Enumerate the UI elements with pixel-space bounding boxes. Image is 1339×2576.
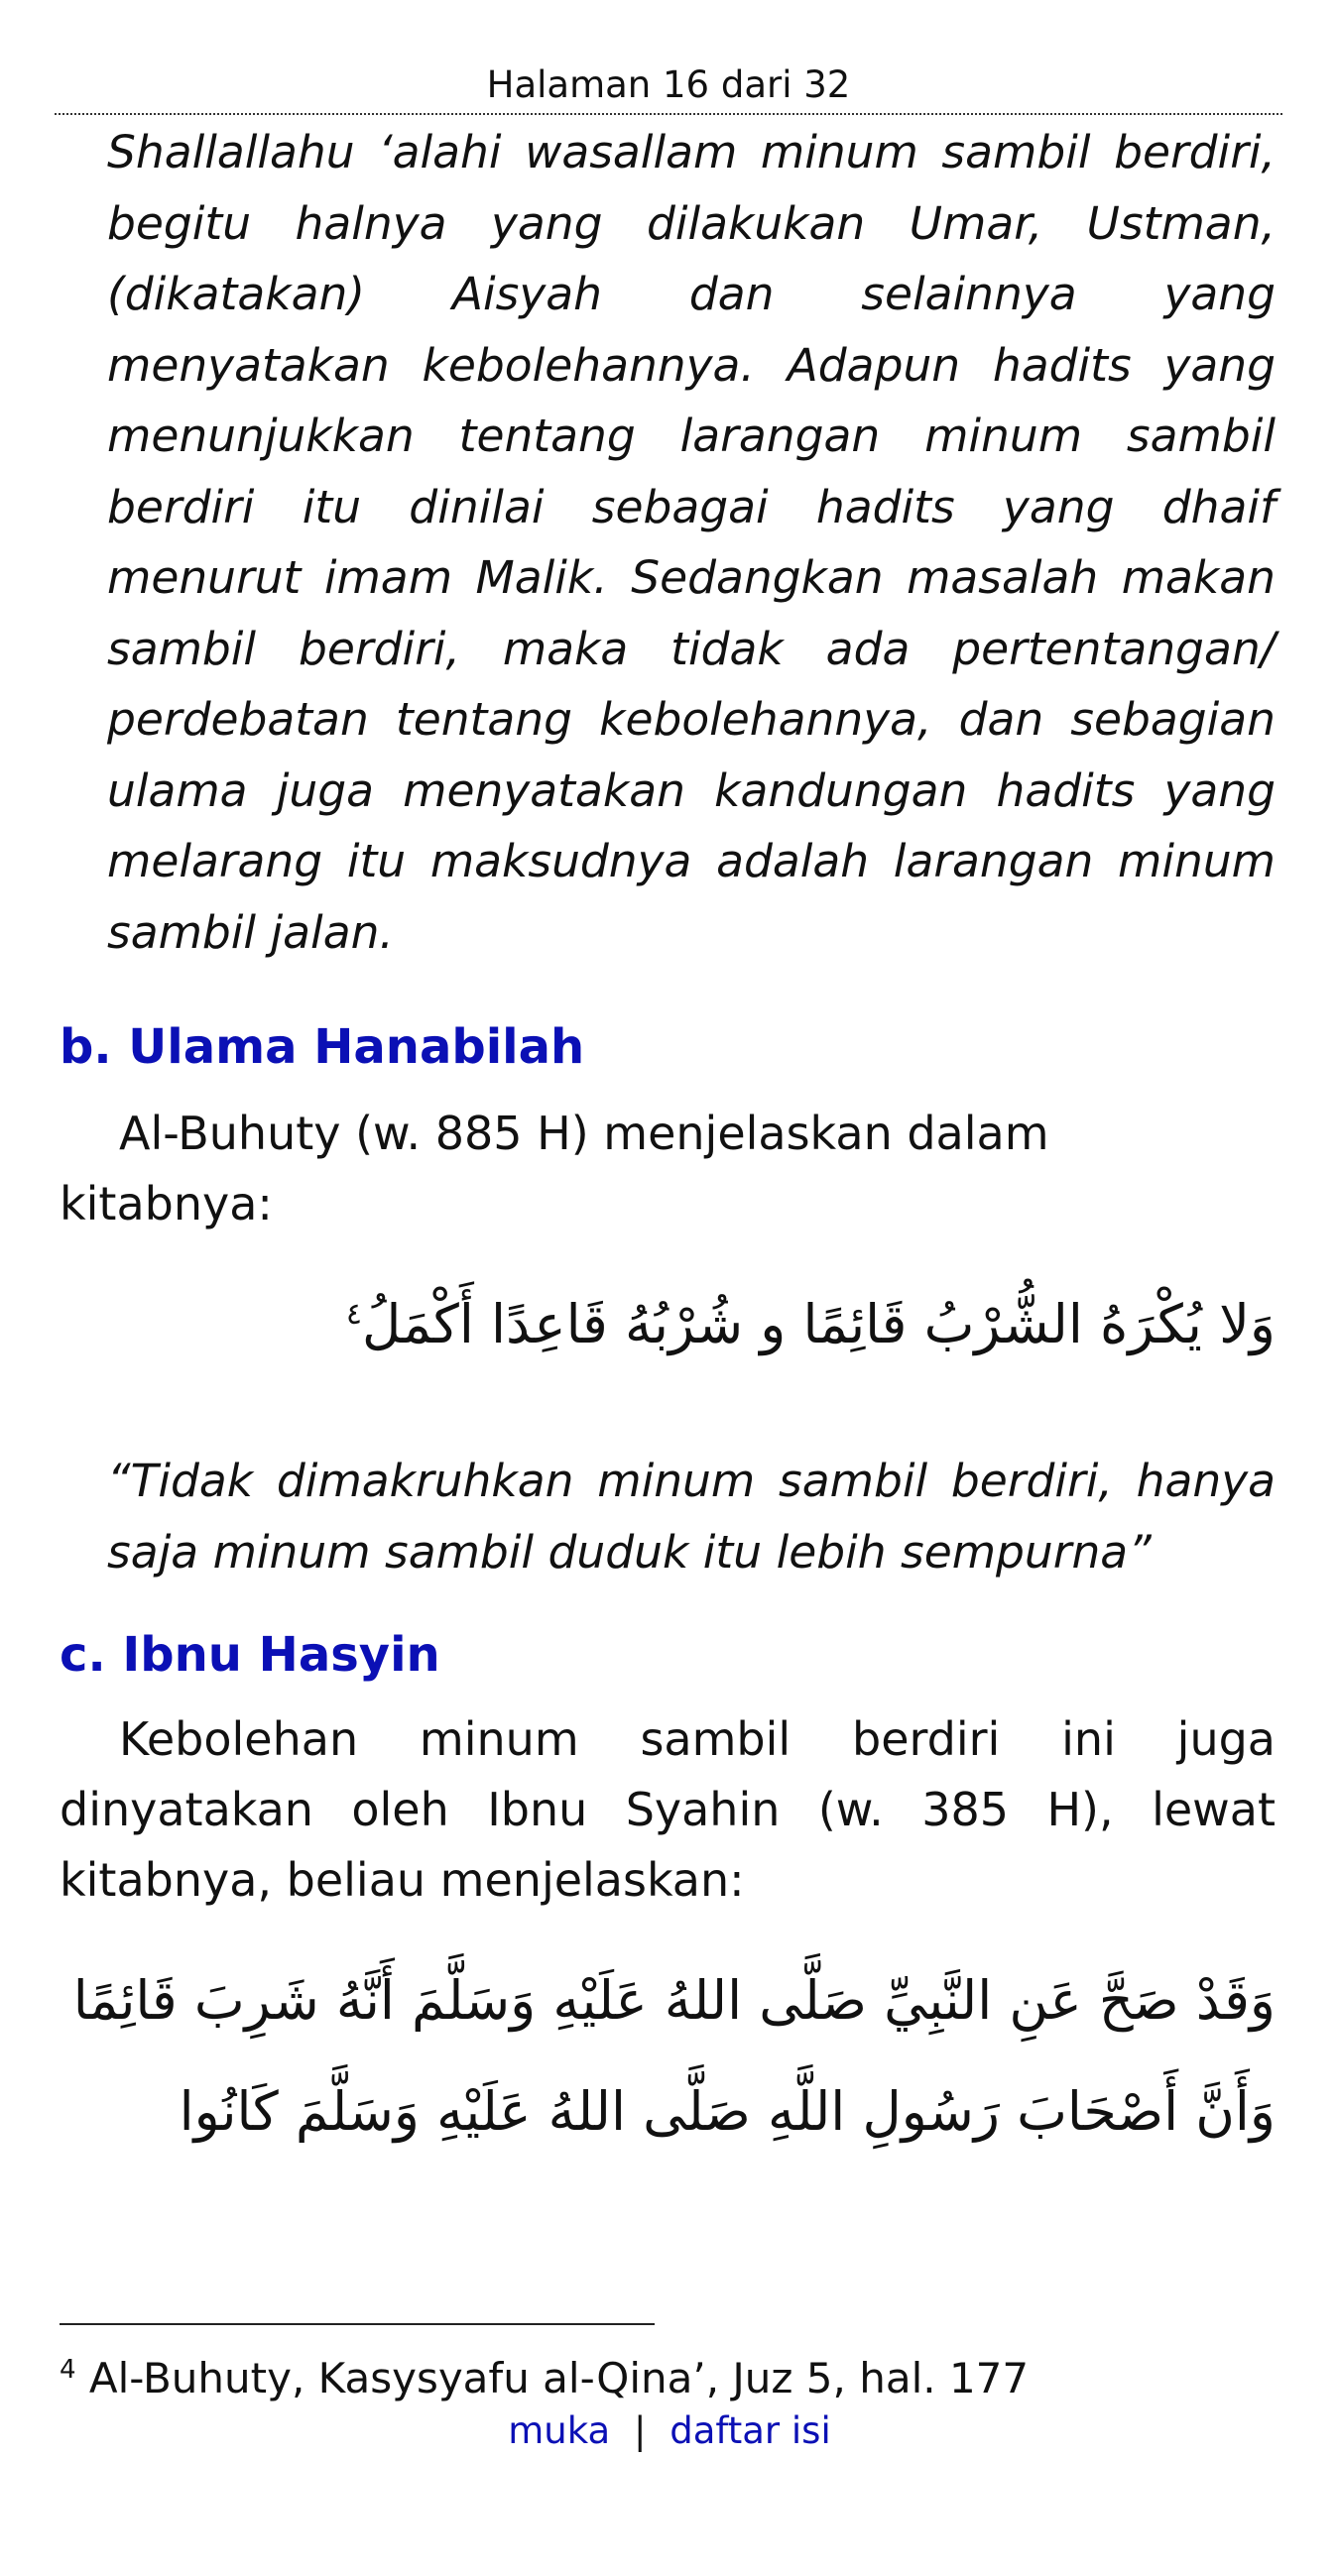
footnote-number: 4 <box>60 2355 76 2385</box>
nav-separator: | <box>633 2409 647 2452</box>
section-b-translation <box>107 1446 1276 1587</box>
arabic-text: وَلا يُكْرَهُ الشُّرْبُ قَائِمًا و شُرْبُهُ قَاعِدًا أَكْمَلُ <box>362 1293 1276 1355</box>
quote-paragraph: Shallallahu ‘alahi wasallam minum sambil berdiri, begitu halnya yang dilakukan Umar, Ustman, (dikatakan) Aisyah dan selainnya yang menyatakan kebolehannya. Adapun hadits yang menunjukkan tentang larangan minum sambil berdiri itu dinilai sebagai hadits yang dhaif menurut imam Malik. Sedangkan masalah makan sambil berdiri, maka tidak ada pertentangan/ perdebatan tentang kebolehannya, dan sebagian ulama juga menyatakan kandungan hadits yang melarang itu maksudnya adalah larangan minum sambil jalan. <box>107 126 1276 959</box>
section-c-heading: c. Ibnu Hasyin <box>60 1627 440 1683</box>
daftar-isi-link[interactable]: daftar isi <box>670 2409 831 2452</box>
section-b-arabic <box>60 1275 1276 1364</box>
page-navigation <box>0 2404 1339 2458</box>
footnote-text: Al-Buhuty, Kasysyafu al-Qina’, Juz 5, hal. 177 <box>88 2354 1030 2402</box>
translation-paragraph: “Tidak dimakruhkan minum sambil berdiri, hanya saja minum sambil duduk itu lebih sempurna” <box>107 1455 1276 1579</box>
section-c-arabic-line-1: وَقَدْ صَحَّ عَنِ النَّبِيِّ صَلَّى اللهُ عَلَيْهِ وَسَلَّمَ أَنَّهُ شَرِبَ قَائِمًا <box>72 1969 1276 2032</box>
section-b-heading: b. Ulama Hanabilah <box>60 1019 585 1075</box>
page-number-label: Halaman 16 dari 32 <box>486 63 851 106</box>
page-header <box>55 58 1282 115</box>
muka-link[interactable]: muka <box>508 2409 611 2452</box>
page-content <box>60 117 1276 2154</box>
footnote-ref: ٤ <box>345 1297 363 1332</box>
footnote-separator <box>60 2323 655 2325</box>
footnote <box>60 2342 1029 2406</box>
section-c-arabic-line-2: وَأَنَّ أَصْحَابَ رَسُولِ اللَّهِ صَلَّى اللهُ عَلَيْهِ وَسَلَّمَ كَانُوا <box>179 2080 1276 2143</box>
section-b-intro: Al-Buhuty (w. 885 H) menjelaskan dalam kitabnya: <box>60 1107 1049 1230</box>
section-c-intro: Kebolehan minum sambil berdiri ini juga dinyatakan oleh Ibnu Syahin (w. 385 H), lewat kitabnya, beliau menjelaskan: <box>60 1712 1276 1907</box>
section-a-quote <box>107 117 1276 968</box>
